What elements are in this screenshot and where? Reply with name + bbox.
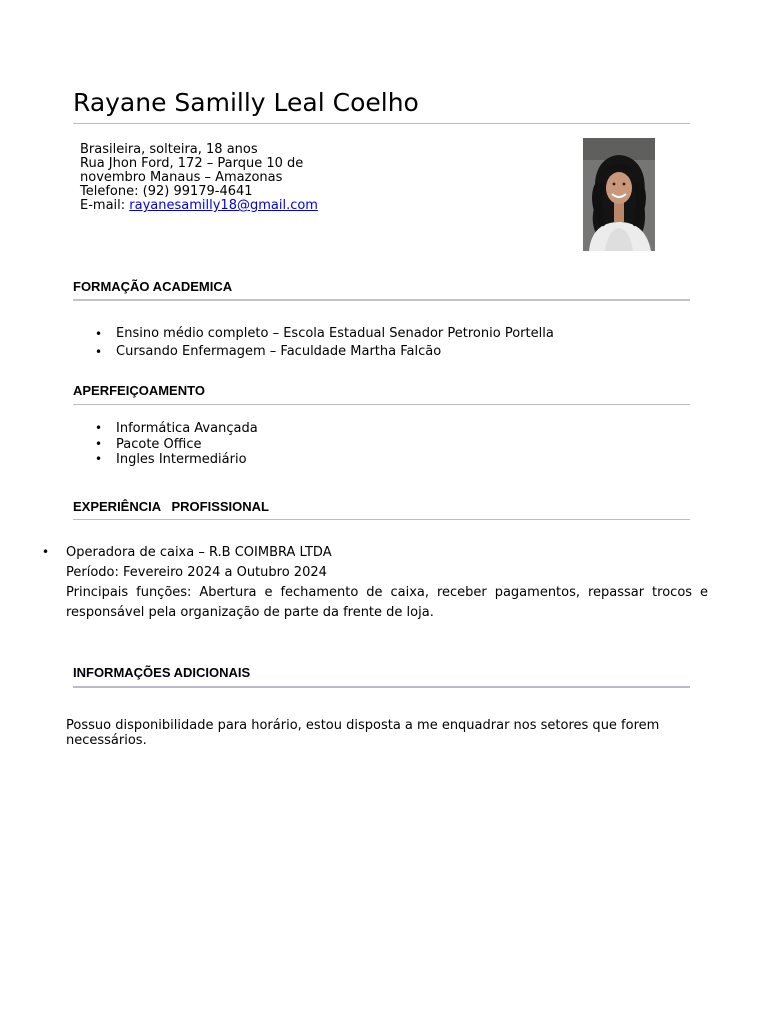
- personal-line-city: novembro Manaus – Amazonas: [80, 170, 283, 185]
- experience-role: Operadora de caixa – R.B COIMBRA LTDA: [66, 545, 332, 560]
- experience-bullet: •: [42, 545, 50, 559]
- education-divider: [73, 299, 690, 301]
- experience-period: Período: Fevereiro 2024 a Outubro 2024: [66, 565, 327, 580]
- list-item: • Ingles Intermediário: [92, 452, 258, 468]
- experience-entry: [66, 543, 708, 623]
- personal-info: [80, 143, 330, 213]
- email-label: E-mail:: [80, 198, 130, 213]
- section-title-additional: INFORMAÇÕES ADICIONAIS: [73, 665, 251, 680]
- list-item: • Cursando Enfermagem – Faculdade Martha Falcão: [92, 343, 554, 361]
- list-item: • Pacote Office: [92, 437, 258, 453]
- personal-line-email: [80, 199, 330, 213]
- improvement-list: [92, 421, 258, 468]
- section-title-education: FORMAÇÃO ACADEMICA: [73, 279, 233, 294]
- education-list: [92, 325, 554, 361]
- additional-divider: [73, 686, 690, 688]
- experience-divider: [73, 519, 690, 520]
- list-item: • Ensino médio completo – Escola Estadual Senador Petronio Portella: [92, 325, 554, 343]
- profile-photo-icon: [583, 138, 655, 251]
- personal-line-nationality: Brasileira, solteira, 18 anos: [80, 142, 258, 157]
- personal-line-phone: Telefone: (92) 99179-4641: [80, 184, 253, 199]
- profile-photo: [583, 138, 655, 251]
- header-divider: [73, 123, 690, 124]
- section-title-experience: EXPERIÊNCIA PROFISSIONAL: [73, 499, 269, 514]
- personal-line-address: Rua Jhon Ford, 172 – Parque 10 de: [80, 156, 304, 171]
- additional-text: Possuo disponibilidade para horário, estou disposta a me enquadrar nos setores que forem necessários.: [66, 718, 660, 748]
- improvement-divider: [73, 404, 690, 405]
- email-link[interactable]: rayanesamilly18@gmail.com: [129, 198, 318, 213]
- list-item: • Informática Avançada: [92, 421, 258, 437]
- section-title-improvement: APERFEIÇOAMENTO: [73, 383, 205, 398]
- resume-name: Rayane Samilly Leal Coelho: [73, 88, 419, 117]
- experience-duties: Principais funções: Abertura e fechamento de caixa, receber pagamentos, repassar trocos e responsável pela organização de parte da frente de loja.: [66, 585, 708, 620]
